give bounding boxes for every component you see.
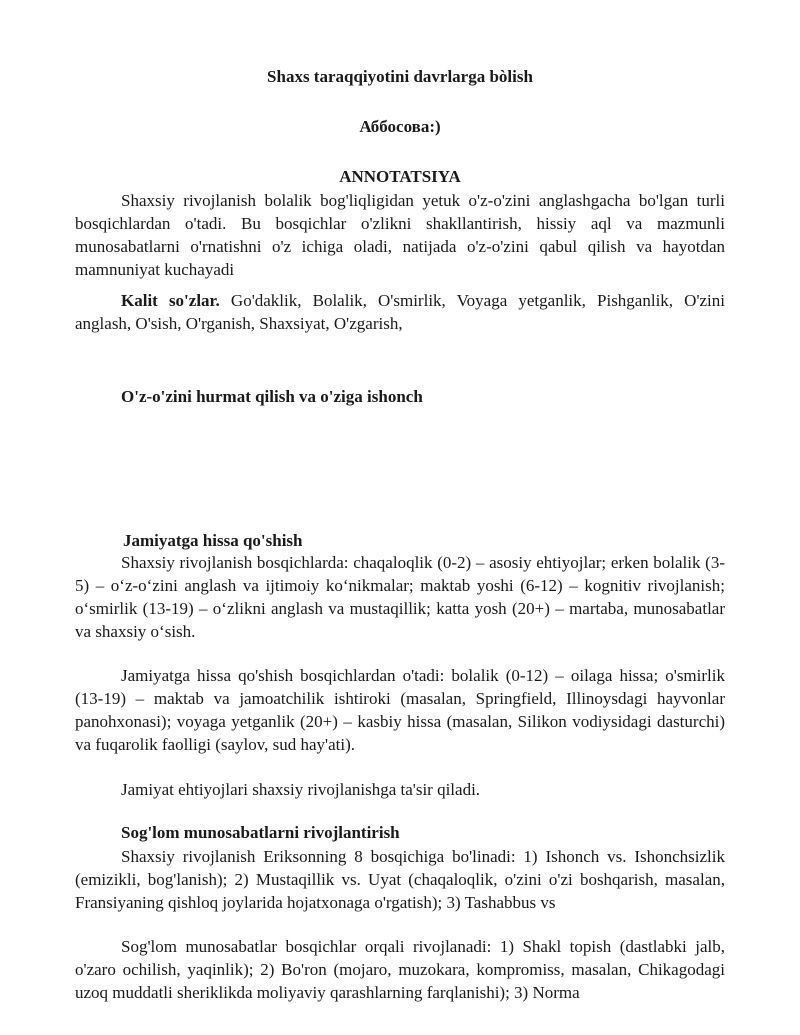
- keywords-label: Kalit so'zlar.: [121, 291, 220, 310]
- keywords-paragraph: [75, 289, 725, 335]
- society-paragraph-3: Jamiyat ehtiyojlari shaxsiy rivojlanishga ta'sir qiladi.: [121, 780, 481, 799]
- society-paragraph-1: Shaxsiy rivojlanish bosqichlarda: chaqaloqlik (0-2) – asosiy ehtiyojlar; erken bolalik (3-5) – o‘z-o‘zini anglash va ijtimoiy ko‘nikmalar; maktab yoshi (6-12) – kognitiv rivojlanish; o‘smirlik (13-19) – o‘zlikni anglash va mustaqillik; katta yosh (20+) – martaba, munosabatlar va shaxsiy o‘sish.: [75, 553, 725, 641]
- relationships-paragraph-1: Shaxsiy rivojlanish Eriksonning 8 bosqichiga bo'linadi: 1) Ishonch vs. Ishonchsizlik (emizikli, bog'lanish); 2) Mustaqillik vs. Uyat (chaqaloqlik, o'zini o'zi boshqarish, masalan, Fransiyaning qishloq joylarida hojatxonaga o'rgatish); 3) Tashabbus vs: [75, 847, 725, 912]
- relationships-paragraph-2: Sog'lom munosabatlar bosqichlar orqali rivojlanadi: 1) Shakl topish (dastlabki jalb, o'zaro ochilish, yaqinlik); 2) Bo'ron (mojaro, muzokara, kompromiss, masalan, Chikagodagi uzoq muddatli sheriklikda moliyaviy qarashlarning farqlanishi); 3) Norma: [75, 937, 725, 1002]
- section-heading-society-contribution: Jamiyatga hissa qo'shish: [123, 531, 303, 550]
- section-heading-self-esteem: O'z-o'zini hurmat qilish va o'ziga ishonch: [121, 387, 423, 406]
- keywords-list: Go'daklik, Bolalik, O'smirlik, Voyaga yetganlik, Pishganlik, O'zini anglash, O'sish, O'rganish, Shaxsiyat, O'zgarish,: [75, 291, 725, 333]
- annotation-heading: ANNOTATSIYA: [339, 167, 461, 186]
- annotation-paragraph: Shaxsiy rivojlanish bolalik bog'liqligidan yetuk o'z-o'zini anglashgacha bo'lgan turli bosqichlardan o'tadi. Bu bosqichlar o'zlikni shakllantirish, hissiy aql va mazmunli munosabatlarni o'rnatishni o'z ichiga oladi, natijada o'z-o'zini qabul qilish va hayotdan mamnuniyat kuchayadi: [75, 191, 725, 279]
- section-heading-healthy-relationships: Sog'lom munosabatlarni rivojlantirish: [121, 823, 400, 842]
- document-title: Shaxs taraqqiyotini davrlarga bòlish: [267, 67, 533, 86]
- society-paragraph-2: Jamiyatga hissa qo'shish bosqichlardan o'tadi: bolalik (0-12) – oilaga hissa; o'smirlik (13-19) – maktab va jamoatchilik ishtiroki (masalan, Springfield, Illinoysdagi hayvonlar panohxonasi); voyaga yetganlik (20+) – kasbiy hissa (masalan, Silikon vodiysidagi dasturchi) va fuqarolik faolligi (saylov, sud hay'ati).: [75, 666, 725, 754]
- author-name: Аббосова:): [359, 117, 441, 136]
